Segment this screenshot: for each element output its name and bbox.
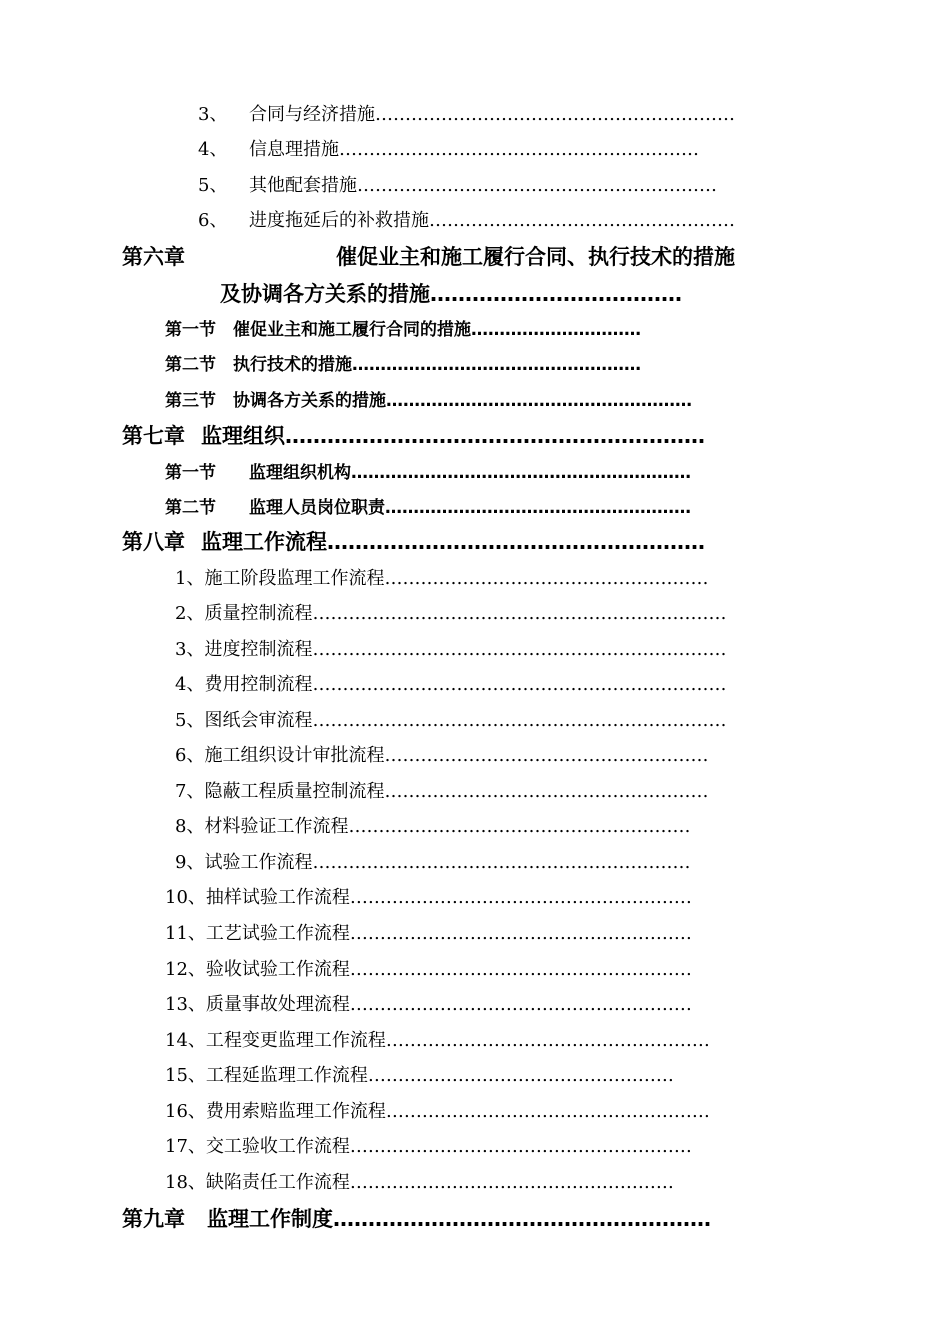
section-text: 催促业主和施工履行合同的措施: [233, 320, 471, 340]
leader-dots: ………………………………………………: [349, 1172, 674, 1193]
item-text: 工艺试验工作流程: [205, 923, 350, 944]
toc-item[interactable]: [175, 564, 708, 590]
leader-dots: …………………………………………………: [349, 923, 692, 944]
leader-dots: ………………………………………………: [327, 530, 705, 554]
item-text: 费用控制流程: [204, 674, 313, 695]
section-label: 第一节: [165, 320, 216, 340]
leader-dots: ……………………………………………………………: [312, 603, 727, 624]
item-text: 工程延监理工作流程: [205, 1065, 368, 1086]
section-text: 执行技术的措施: [233, 355, 352, 375]
toc-item[interactable]: [165, 1097, 710, 1123]
item-number: 4、: [175, 674, 205, 695]
section-label: 第三节: [165, 391, 216, 411]
leader-dots: …………………………………………………: [348, 816, 691, 837]
item-number: 2、: [175, 603, 205, 624]
toc-item[interactable]: [165, 1061, 674, 1087]
toc-item[interactable]: [175, 848, 690, 874]
chapter-label: 第九章: [122, 1207, 185, 1231]
item-text: 进度拖延后的补救措施: [249, 210, 429, 231]
item-text: 交工验收工作流程: [205, 1136, 350, 1157]
item-text: 施工阶段监理工作流程: [204, 568, 385, 589]
section-text: 监理人员岗位职责: [249, 498, 385, 518]
leader-dots: ……………………………………………………: [285, 424, 705, 448]
item-number: 8、: [175, 816, 205, 837]
toc-item[interactable]: [165, 1026, 710, 1052]
toc-item[interactable]: [175, 635, 726, 661]
chapter-label: 第八章: [122, 530, 185, 554]
leader-dots: ………………………………………………: [333, 1207, 711, 1231]
leader-dots: ……………………………………………………: [375, 104, 735, 125]
item-number: 15、: [165, 1065, 206, 1086]
item-text: 工程变更监理工作流程: [205, 1030, 386, 1051]
leader-dots: ………………………………………………: [384, 568, 709, 589]
item-number: 3、: [198, 104, 228, 125]
chapter-title: 监理工作制度: [207, 1207, 333, 1231]
leader-dots: ………………………………………………: [385, 1101, 710, 1122]
leader-dots: …………………………………………………: [349, 1136, 692, 1157]
toc-item[interactable]: [165, 955, 692, 981]
leader-dots: ……………………………………………: [352, 355, 641, 375]
toc-section[interactable]: [165, 493, 691, 518]
item-number: 5、: [175, 710, 205, 731]
leader-dots: ……………………………………………………: [357, 175, 717, 196]
item-number: 12、: [165, 959, 206, 980]
chapter-heading[interactable]: [122, 241, 185, 271]
leader-dots: …………………………………………………: [349, 959, 692, 980]
item-number: 7、: [175, 781, 205, 802]
toc-item[interactable]: [198, 135, 699, 161]
chapter-heading[interactable]: [122, 420, 705, 450]
chapter-title-line1[interactable]: 催促业主和施工履行合同、执行技术的措施: [336, 245, 735, 269]
item-text: 施工组织设计审批流程: [204, 745, 385, 766]
item-number: 4、: [198, 139, 228, 160]
leader-dots: ……………………………………………: [367, 1065, 674, 1086]
section-text: 协调各方关系的措施: [233, 391, 386, 411]
leader-dots: ………………………………………………………: [312, 852, 691, 873]
chapter-label: 第六章: [122, 245, 185, 269]
toc-item[interactable]: [165, 1132, 692, 1158]
item-number: 11、: [165, 923, 206, 944]
item-text: 图纸会审流程: [204, 710, 313, 731]
chapter-title: 监理组织: [201, 424, 285, 448]
chapter-title: 监理工作流程: [201, 530, 327, 554]
item-text: 进度控制流程: [204, 639, 313, 660]
item-text: 质量控制流程: [204, 603, 313, 624]
chapter-heading[interactable]: [122, 526, 705, 556]
item-number: 18、: [165, 1172, 206, 1193]
toc-item[interactable]: [175, 706, 726, 732]
item-text: 隐蔽工程质量控制流程: [204, 781, 385, 802]
toc-item[interactable]: [165, 919, 692, 945]
item-number: 13、: [165, 994, 206, 1015]
item-number: 17、: [165, 1136, 206, 1157]
item-number: 9、: [175, 852, 205, 873]
leader-dots: …………………………: [471, 320, 641, 340]
toc-section[interactable]: [165, 350, 641, 375]
toc-item[interactable]: [175, 670, 726, 696]
item-text: 验收试验工作流程: [205, 959, 350, 980]
toc-item[interactable]: [198, 206, 735, 232]
item-text: 缺陷责任工作流程: [205, 1172, 350, 1193]
item-text: 其他配套措施: [249, 175, 357, 196]
leader-dots: ………………………………………………: [386, 391, 692, 411]
toc-section[interactable]: [165, 386, 692, 411]
item-number: 3、: [175, 639, 205, 660]
toc-item[interactable]: [198, 171, 717, 197]
leader-dots: …………………………………………………: [349, 887, 692, 908]
section-label: 第一节: [165, 463, 216, 483]
leader-dots: ……………………………………………: [429, 210, 735, 231]
leader-dots: ……………………………………………………: [339, 139, 699, 160]
chapter-title: 及协调各方关系的措施: [220, 282, 430, 306]
item-number: 16、: [165, 1101, 206, 1122]
leader-dots: ……………………………………………………: [351, 463, 691, 483]
toc-item[interactable]: [165, 1168, 674, 1194]
toc-item[interactable]: [198, 100, 735, 126]
chapter-title-line2[interactable]: [220, 278, 682, 308]
section-text: 监理组织机构: [249, 463, 351, 483]
item-text: 质量事故处理流程: [205, 994, 350, 1015]
section-label: 第二节: [165, 355, 216, 375]
item-number: 10、: [165, 887, 206, 908]
item-number: 1、: [175, 568, 205, 589]
toc-section[interactable]: [165, 458, 691, 483]
item-text: 信息理措施: [249, 139, 339, 160]
leader-dots: ………………………………………………: [385, 1030, 710, 1051]
leader-dots: ………………………………: [430, 282, 682, 306]
item-number: 14、: [165, 1030, 206, 1051]
chapter-label: 第七章: [122, 424, 185, 448]
toc-item[interactable]: [175, 777, 708, 803]
leader-dots: ……………………………………………………………: [312, 639, 727, 660]
item-text: 费用索赔监理工作流程: [205, 1101, 386, 1122]
item-number: 6、: [175, 745, 205, 766]
leader-dots: ………………………………………………: [384, 745, 709, 766]
leader-dots: ……………………………………………………………: [312, 674, 727, 695]
toc-item[interactable]: [175, 812, 690, 838]
chapter-heading[interactable]: [122, 1203, 711, 1233]
item-text: 合同与经济措施: [249, 104, 375, 125]
section-label: 第二节: [165, 498, 216, 518]
item-text: 材料验证工作流程: [204, 816, 349, 837]
item-number: 5、: [198, 175, 228, 196]
leader-dots: ………………………………………………: [384, 781, 709, 802]
toc-section[interactable]: [165, 315, 641, 340]
leader-dots: ………………………………………………: [385, 498, 691, 518]
item-text: 试验工作流程: [204, 852, 313, 873]
leader-dots: ……………………………………………………………: [312, 710, 727, 731]
toc-item[interactable]: [165, 990, 692, 1016]
leader-dots: …………………………………………………: [349, 994, 692, 1015]
toc-item[interactable]: [165, 883, 692, 909]
item-text: 抽样试验工作流程: [205, 887, 350, 908]
toc-item[interactable]: [175, 741, 708, 767]
item-number: 6、: [198, 210, 228, 231]
toc-item[interactable]: [175, 599, 726, 625]
